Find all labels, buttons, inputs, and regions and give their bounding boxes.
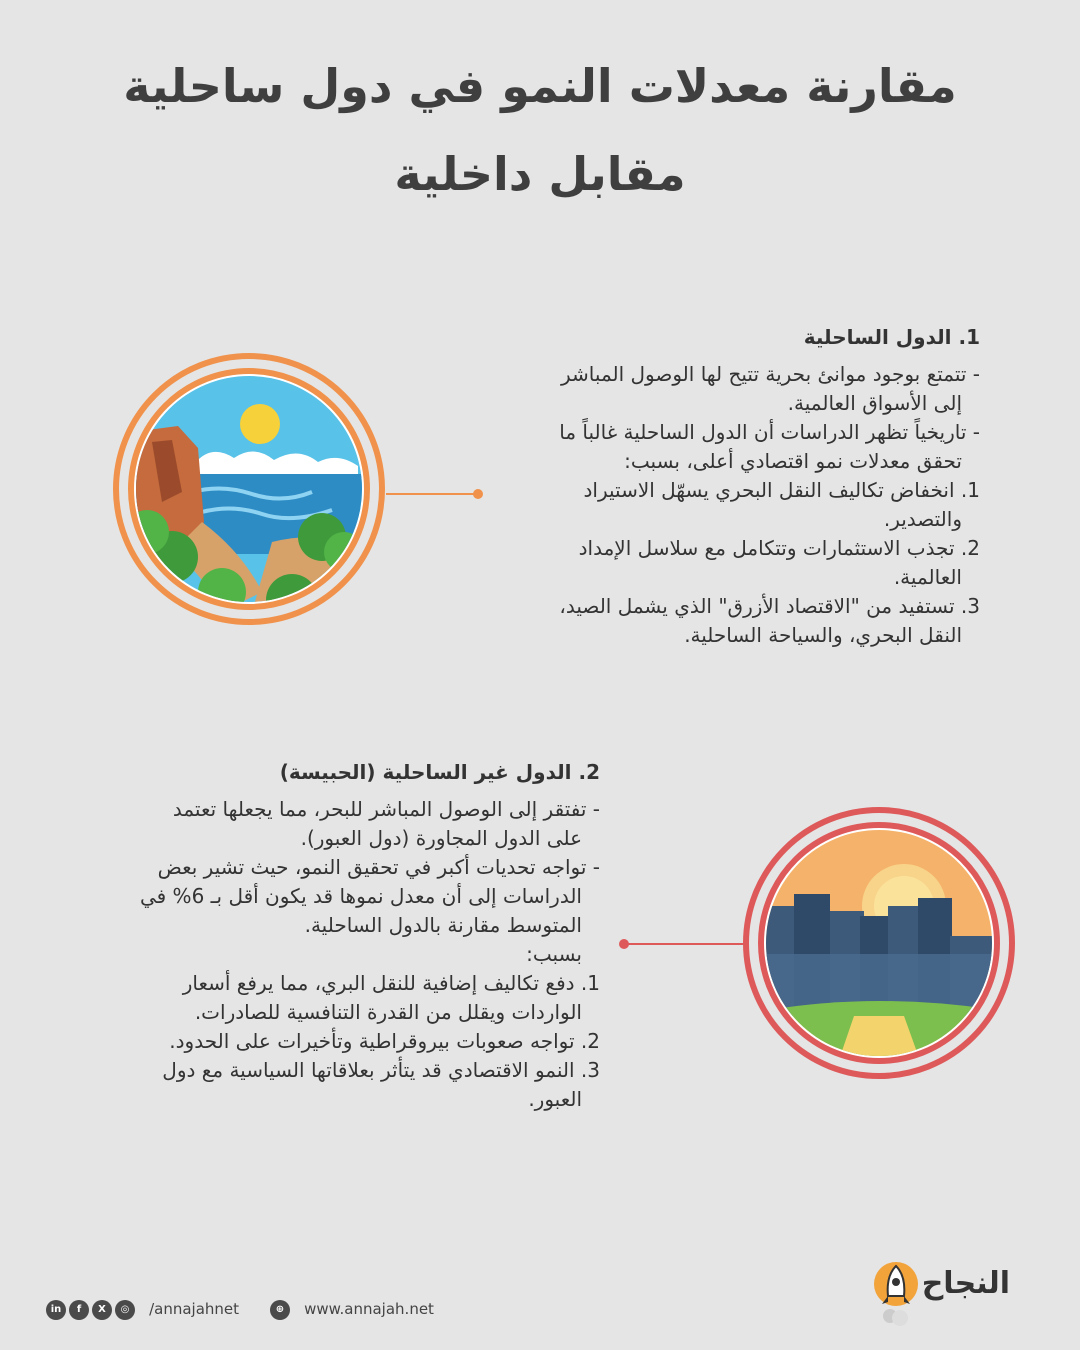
social-handle[interactable]: /annajahnet — [149, 1300, 240, 1318]
text-line: 2. تواجه صعوبات بيروقراطية وتأخيرات على الحدود. — [169, 1029, 600, 1053]
coast-landscape-icon — [112, 352, 386, 626]
landlocked-connector — [616, 936, 746, 952]
page-title — [60, 42, 1020, 218]
coastal-lines — [486, 360, 980, 650]
title-line-2: مقابل داخلية — [394, 147, 686, 201]
coastal-section — [486, 320, 980, 650]
text-line: 1. دفع تكاليف إضافية للنقل البري، مما يرفع أسعار — [182, 971, 600, 995]
text-line: العبور. — [528, 1087, 582, 1111]
instagram-icon[interactable]: ◎ — [115, 1300, 135, 1320]
text-line: العالمية. — [893, 565, 962, 589]
landlocked-lines — [98, 795, 600, 1114]
text-line: - تتمتع بوجود موانئ بحرية تتيح لها الوصول المباشر — [561, 362, 980, 386]
text-line: - تفتقر إلى الوصول المباشر للبحر، مما يجعلها تعتمد — [172, 797, 600, 821]
x-icon[interactable]: X — [92, 1300, 112, 1320]
text-line: 3. النمو الاقتصادي قد يتأثر بعلاقاتها السياسية مع دول — [162, 1058, 600, 1082]
text-line: 3. تستفيد من "الاقتصاد الأزرق" الذي يشمل الصيد، — [559, 594, 980, 618]
text-line: بسبب: — [526, 942, 582, 966]
brand-logo — [868, 1258, 1018, 1328]
text-line: إلى الأسواق العالمية. — [787, 391, 962, 415]
text-line: 2. تجذب الاستثمارات وتتكامل مع سلاسل الإمداد — [578, 536, 980, 560]
rocket-icon — [868, 1258, 928, 1328]
text-line: على الدول المجاورة (دول العبور). — [300, 826, 582, 850]
text-line: المتوسط مقارنة بالدول الساحلية. — [304, 913, 582, 937]
coastal-connector — [386, 486, 486, 502]
text-line: الدراسات إلى أن معدل نموها قد يكون أقل بـ 6% في — [139, 884, 582, 908]
text-line: تحقق معدلات نمو اقتصادي أعلى، بسبب: — [624, 449, 962, 473]
landlocked-section — [98, 755, 600, 1114]
text-line: - تاريخياً تظهر الدراسات أن الدول الساحلية غالباً ما — [559, 420, 980, 444]
facebook-icon[interactable]: f — [69, 1300, 89, 1320]
text-line: والتصدير. — [883, 507, 962, 531]
text-line: - تواجه تحديات أكبر في تحقيق النمو، حيث تشير بعض — [157, 855, 600, 879]
coastal-heading: 1. الدول الساحلية — [803, 325, 980, 349]
social-links — [46, 1294, 239, 1324]
city-skyline-icon — [742, 806, 1016, 1080]
text-line: الواردات ويقلل من القدرة التنافسية للصادرات. — [194, 1000, 582, 1024]
brand-name: النجاح — [921, 1266, 1010, 1301]
text-line: النقل البحري، والسياحة الساحلية. — [684, 623, 962, 647]
title-line-1: مقارنة معدلات النمو في دول ساحلية — [123, 59, 957, 113]
website-url[interactable]: www.annajah.net — [304, 1300, 434, 1318]
linkedin-icon[interactable]: in — [46, 1300, 66, 1320]
website-link — [270, 1294, 434, 1324]
landlocked-heading: 2. الدول غير الساحلية (الحبيسة) — [279, 760, 600, 784]
text-line: 1. انخفاض تكاليف النقل البحري يسهّل الاستيراد — [583, 478, 980, 502]
globe-icon: ⊕ — [270, 1300, 290, 1320]
